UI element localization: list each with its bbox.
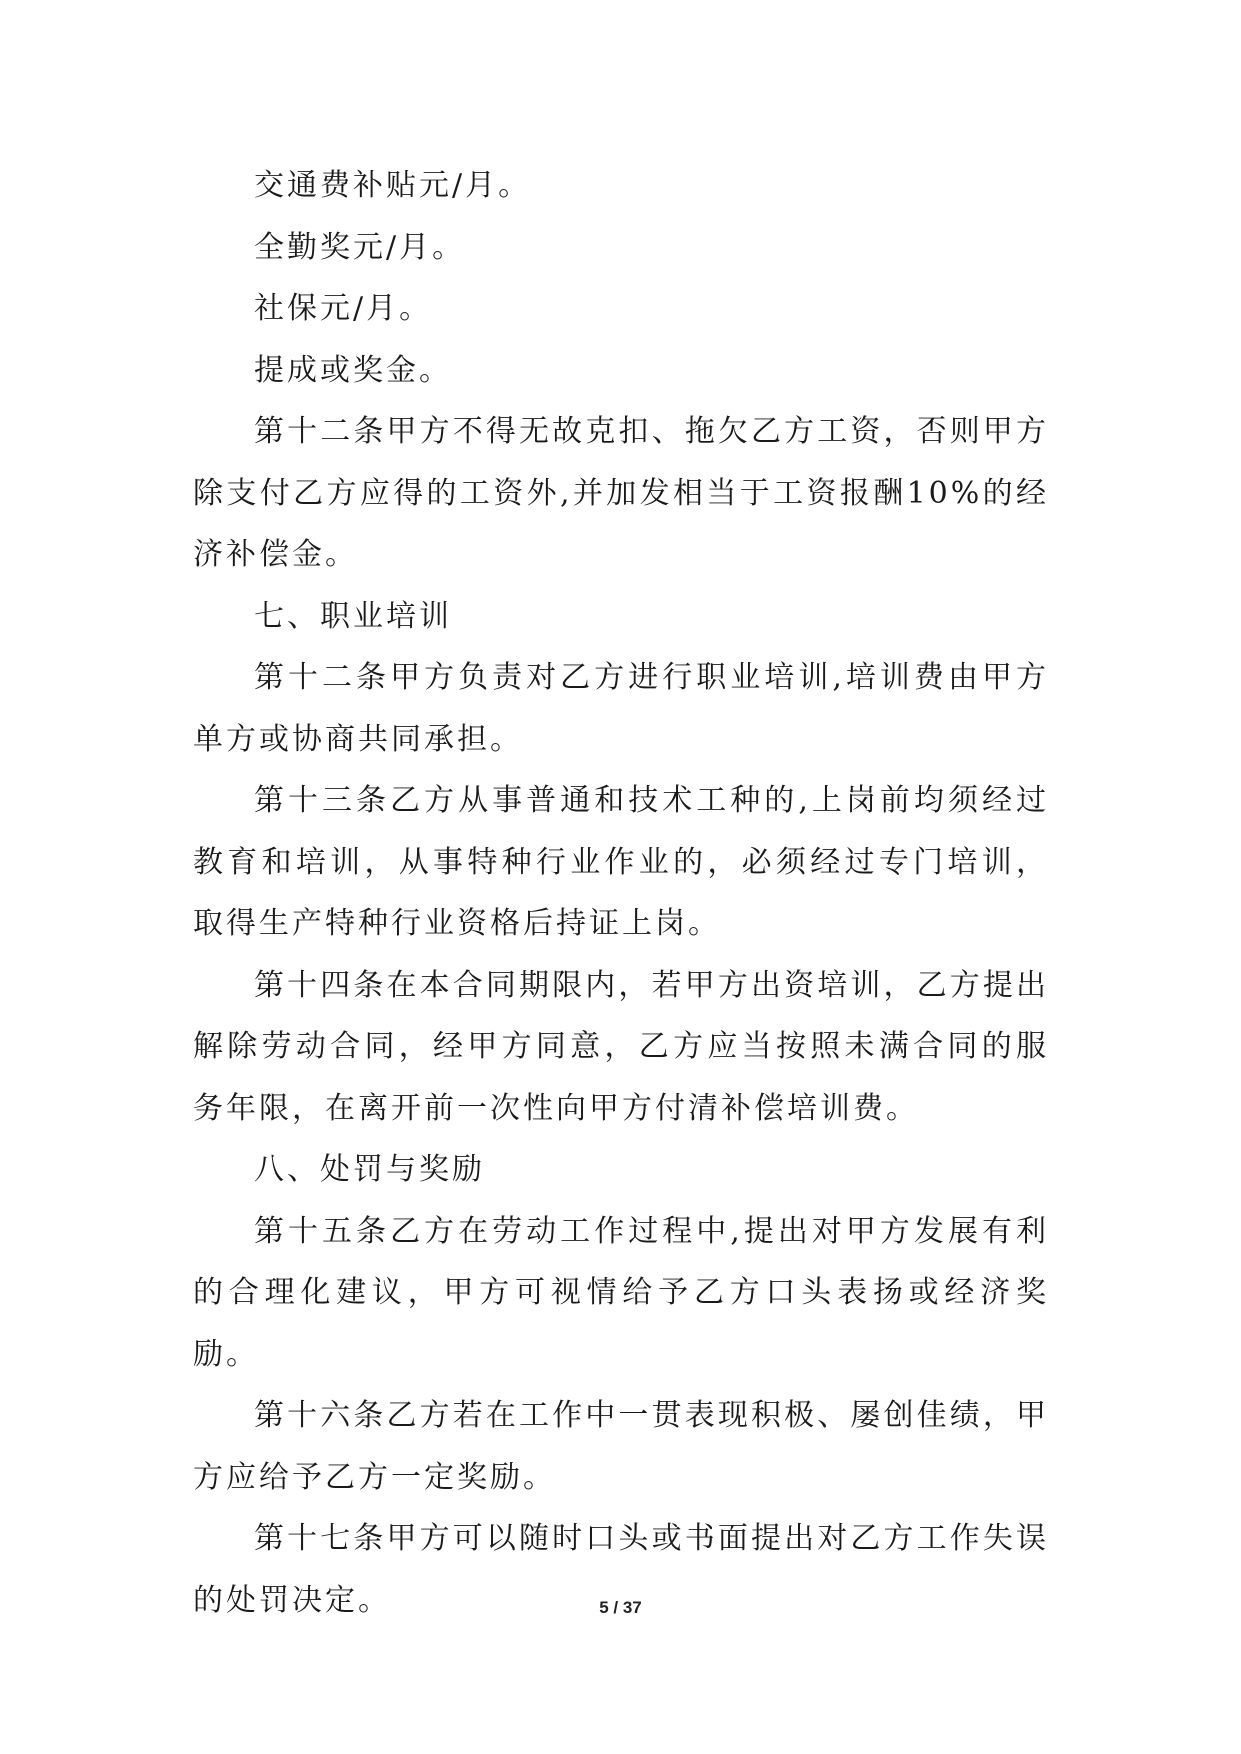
- document-body: [193, 155, 1049, 1631]
- paragraph-attendance-bonus: 全勤奖元/月。: [254, 229, 466, 265]
- paragraph-article-17: 第十七条甲方可以随时口头或书面提出对乙方工作失误的处罚决定。: [193, 1521, 1049, 1618]
- paragraph-article-14: 第十四条在本合同期限内，若甲方出资培训，乙方提出解除劳动合同，经甲方同意，乙方应当按照未满合同的服务年限，在离开前一次性向甲方付清补偿培训费。: [193, 967, 1049, 1126]
- page-number: 5 / 37: [599, 1598, 642, 1617]
- paragraph-article-16: 第十六条乙方若在工作中一贯表现积极、屡创佳绩，甲方应给予乙方一定奖励。: [193, 1398, 1049, 1495]
- paragraph-article-12-wages: 第十二条甲方不得无故克扣、拖欠乙方工资，否则甲方除支付乙方应得的工资外,并加发相当于工资报酬10%的经济补偿金。: [193, 414, 1049, 572]
- section-heading-vocational-training: 七、职业培训: [254, 598, 452, 634]
- section-heading-penalty-reward: 八、处罚与奖励: [254, 1152, 485, 1187]
- paragraph-article-13: 第十三条乙方从事普通和技术工种的,上岗前均须经过教育和培训，从事特种行业作业的，必须经过专门培训，取得生产特种行业资格后持证上岗。: [193, 783, 1049, 941]
- paragraph-article-15: 第十五条乙方在劳动工作过程中,提出对甲方发展有利的合理化建议，甲方可视情给予乙方口头表扬或经济奖励。: [193, 1213, 1049, 1372]
- paragraph-article-12-training: 第十二条甲方负责对乙方进行职业培训,培训费由甲方单方或协商共同承担。: [193, 660, 1049, 757]
- paragraph-social-insurance: 社保元/月。: [254, 291, 433, 326]
- paragraph-transport-allowance: 交通费补贴元/月。: [254, 168, 532, 203]
- paragraph-commission: 提成或奖金。: [254, 352, 452, 388]
